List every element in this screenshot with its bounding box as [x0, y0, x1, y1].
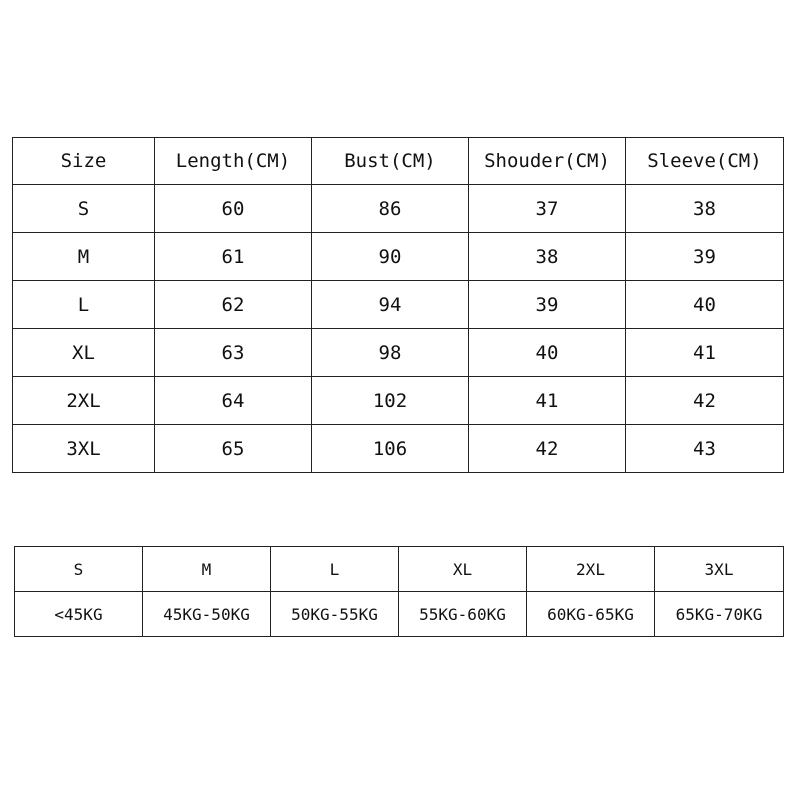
weight-size-cell: XL [399, 547, 527, 592]
length-cell: 60 [155, 185, 312, 233]
table-row [13, 377, 784, 425]
size-cell: XL [13, 329, 155, 377]
weight-size-cell: 3XL [655, 547, 784, 592]
sleeve-cell: 43 [626, 425, 784, 473]
weight-chart-table [14, 546, 784, 637]
table-row [13, 233, 784, 281]
length-cell: 63 [155, 329, 312, 377]
shoulder-cell: 41 [469, 377, 626, 425]
weight-range-cell: 50KG-55KG [271, 592, 399, 637]
bust-cell: 94 [312, 281, 469, 329]
weight-size-cell: M [143, 547, 271, 592]
table-row [13, 185, 784, 233]
weight-size-cell: L [271, 547, 399, 592]
bust-cell: 106 [312, 425, 469, 473]
table-row [13, 281, 784, 329]
header-shoulder: Shouder(CM) [469, 138, 626, 185]
weight-range-cell: 60KG-65KG [527, 592, 655, 637]
weight-range-cell: <45KG [15, 592, 143, 637]
weight-size-cell: 2XL [527, 547, 655, 592]
shoulder-cell: 39 [469, 281, 626, 329]
weight-range-cell: 55KG-60KG [399, 592, 527, 637]
shoulder-cell: 37 [469, 185, 626, 233]
header-bust: Bust(CM) [312, 138, 469, 185]
weight-range-cell: 65KG-70KG [655, 592, 784, 637]
header-sleeve: Sleeve(CM) [626, 138, 784, 185]
header-length: Length(CM) [155, 138, 312, 185]
size-cell: L [13, 281, 155, 329]
sleeve-cell: 42 [626, 377, 784, 425]
shoulder-cell: 38 [469, 233, 626, 281]
size-cell: 3XL [13, 425, 155, 473]
sleeve-cell: 41 [626, 329, 784, 377]
table-row [13, 425, 784, 473]
size-cell: 2XL [13, 377, 155, 425]
sleeve-cell: 39 [626, 233, 784, 281]
weight-range-row [15, 592, 784, 637]
length-cell: 62 [155, 281, 312, 329]
shoulder-cell: 42 [469, 425, 626, 473]
table-row [13, 329, 784, 377]
bust-cell: 86 [312, 185, 469, 233]
size-cell: M [13, 233, 155, 281]
weight-size-row [15, 547, 784, 592]
weight-size-cell: S [15, 547, 143, 592]
sleeve-cell: 40 [626, 281, 784, 329]
header-size: Size [13, 138, 155, 185]
bust-cell: 98 [312, 329, 469, 377]
length-cell: 65 [155, 425, 312, 473]
length-cell: 64 [155, 377, 312, 425]
shoulder-cell: 40 [469, 329, 626, 377]
bust-cell: 90 [312, 233, 469, 281]
weight-range-cell: 45KG-50KG [143, 592, 271, 637]
bust-cell: 102 [312, 377, 469, 425]
sleeve-cell: 38 [626, 185, 784, 233]
size-chart-header-row [13, 138, 784, 185]
size-cell: S [13, 185, 155, 233]
size-chart-table [12, 137, 784, 473]
length-cell: 61 [155, 233, 312, 281]
